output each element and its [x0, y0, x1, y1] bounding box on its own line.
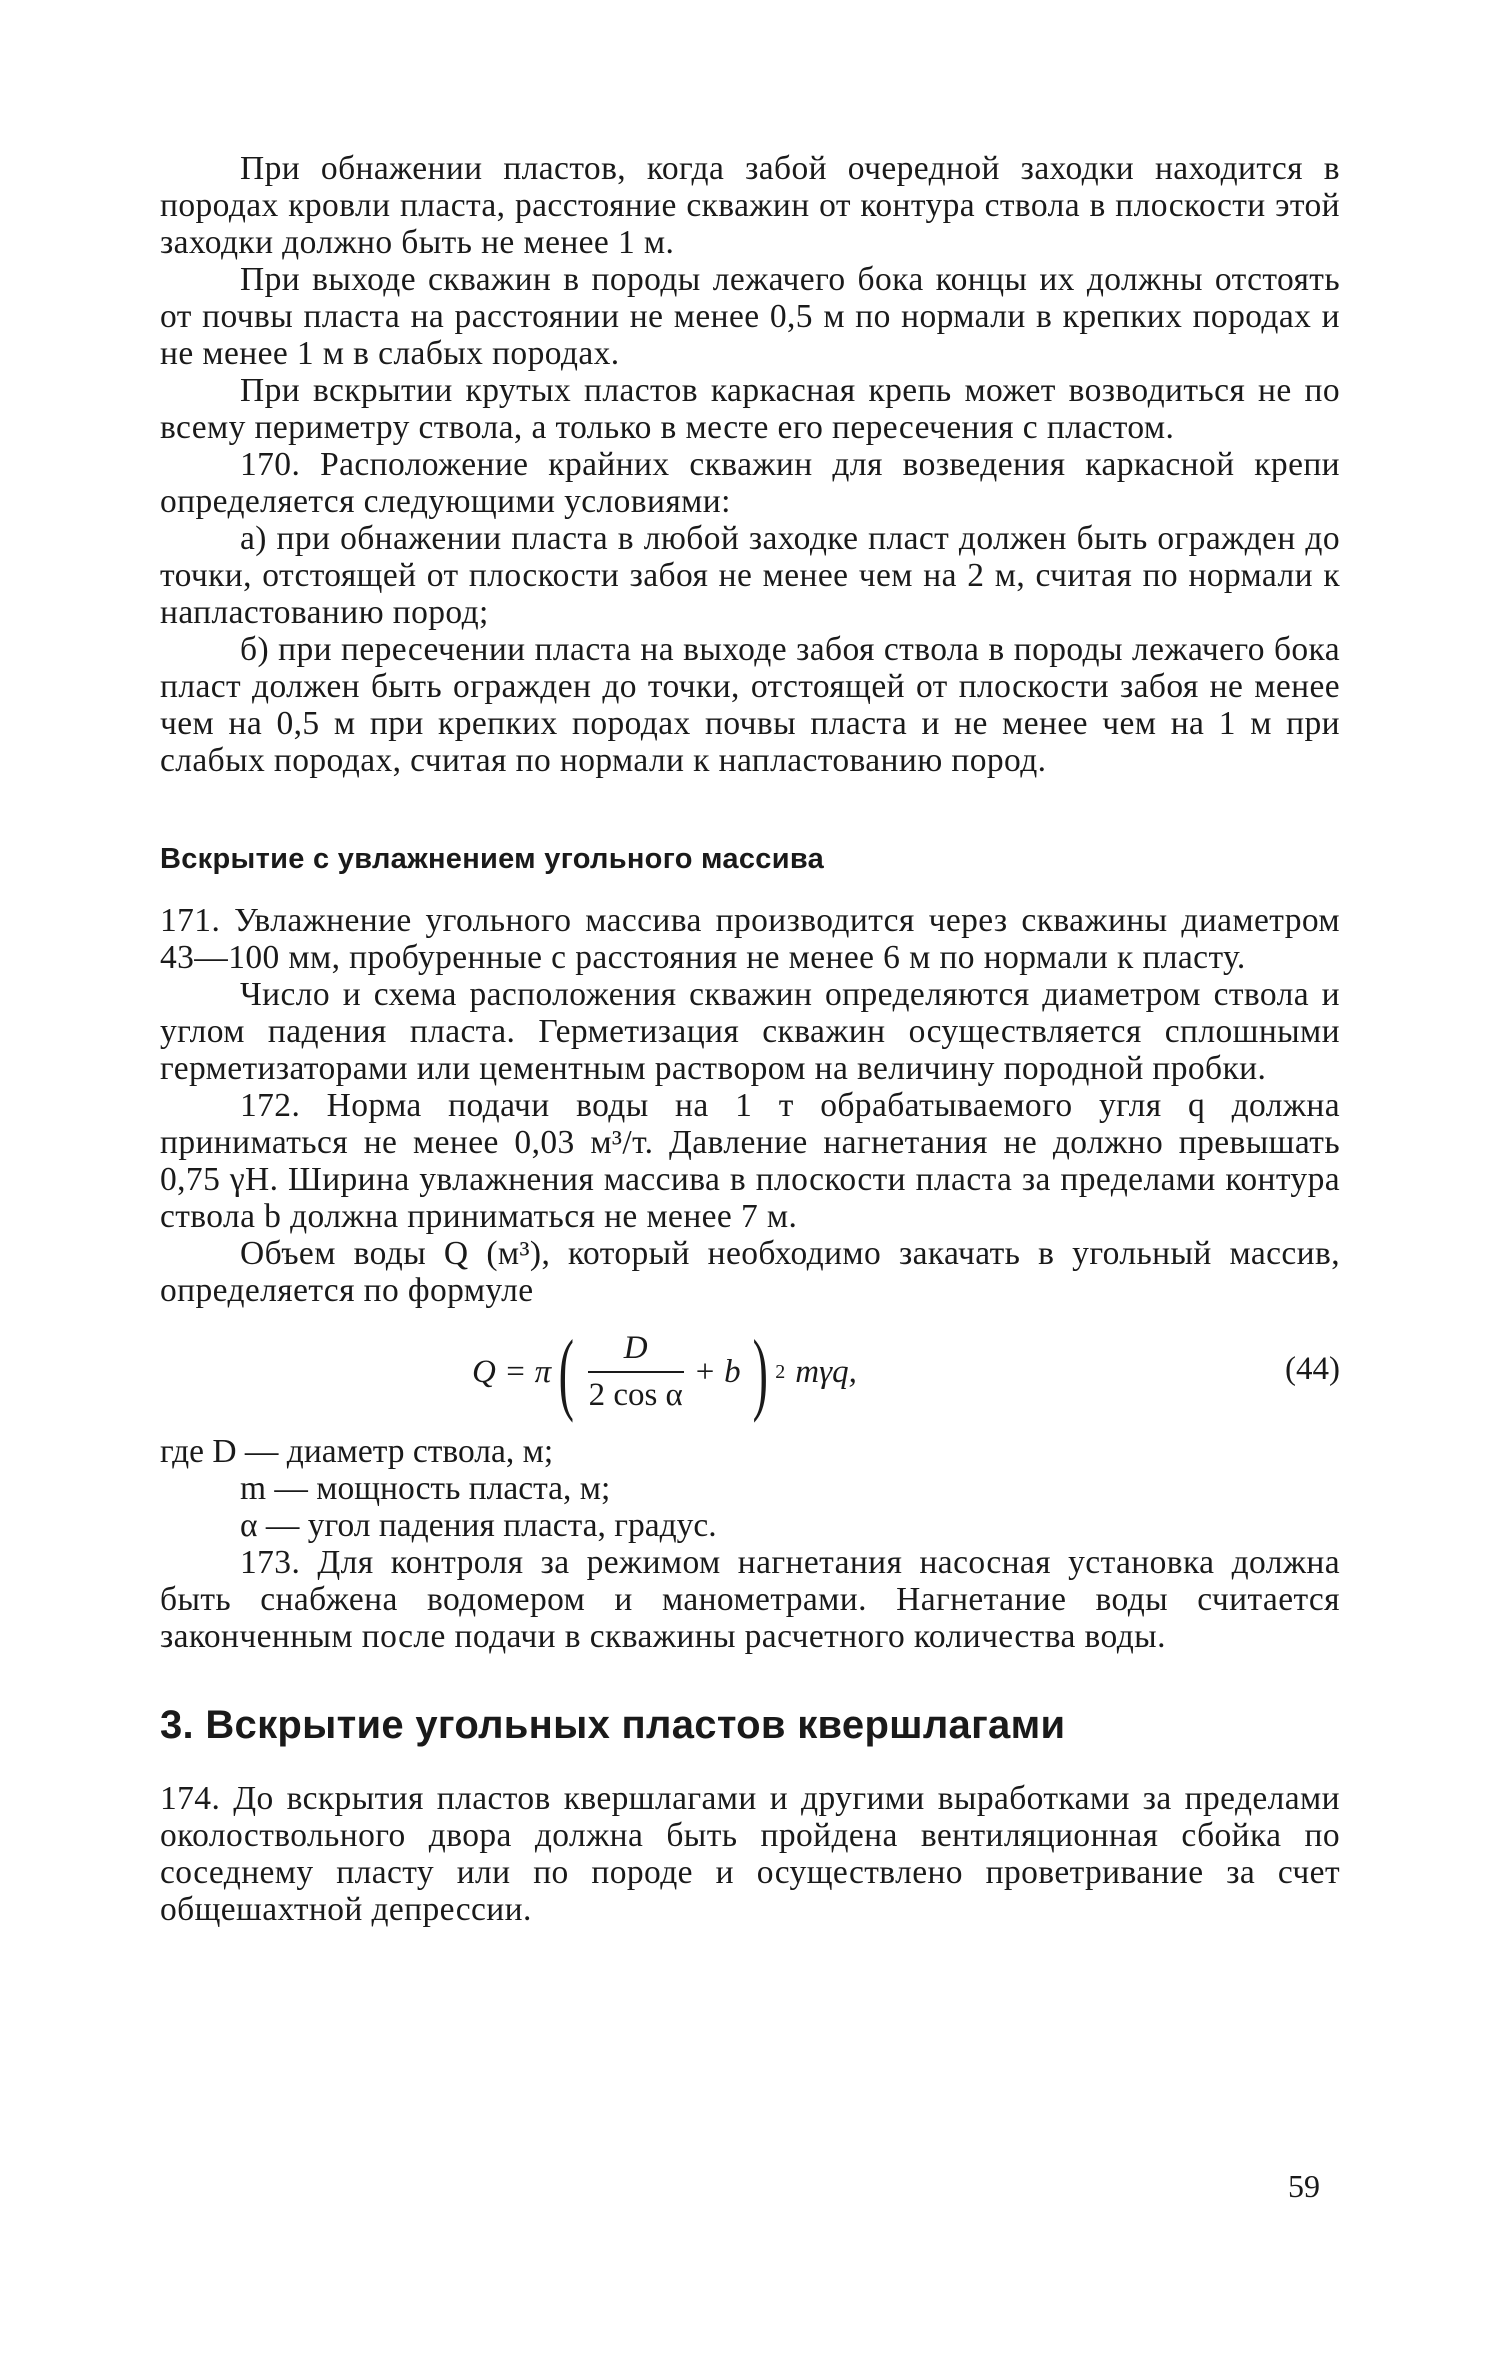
spacer	[160, 1655, 1340, 1703]
paragraph-171: 171. Увлажнение угольного массива производится через скважины диаметром 43—100 мм, пробуренные с расстояния не менее 6 м по нормали к пласту.	[160, 902, 1340, 976]
paragraph: При вскрытии крутых пластов каркасная крепь может возводиться не по всему периметру ствола, а только в месте его пересечения с пластом.	[160, 372, 1340, 446]
formula-plus-term: + b	[693, 1353, 741, 1390]
right-paren: )	[752, 1321, 768, 1423]
equation-number: (44)	[1285, 1351, 1340, 1387]
section-heading: 3. Вскрытие угольных пластов квершлагами	[160, 1703, 1066, 1747]
where-line: где D — диаметр ствола, м;	[160, 1433, 554, 1470]
paragraph: При обнажении пластов, когда забой очередной заходки находится в породах кровли пласта, расстояние скважин от контура ствола в плоскости этой заходки должно быть не менее 1 м.	[160, 150, 1340, 261]
paragraph: Число и схема расположения скважин определяются диаметром ствола и углом падения пласта. Герметизация скважин осуществляется сплошными герметизаторами или цементным раствором на величину породной пробки.	[160, 976, 1340, 1087]
paragraph-170a: а) при обнажении пласта в любой заходке пласт должен быть огражден до точки, отстоящей от плоскости забоя не менее чем на 2 м, считая по нормали к напластованию пород;	[160, 520, 1340, 631]
formula-exponent: 2	[775, 1360, 786, 1383]
paragraph-170: 170. Расположение крайних скважин для возведения каркасной крепи определяется следующими условиями:	[160, 446, 1340, 520]
formula-tail: mγq,	[795, 1353, 857, 1390]
spacer	[160, 779, 1340, 843]
paragraph: При выходе скважин в породы лежачего бока концы их должны отстоять от почвы пласта на расстоянии не менее 0,5 м по нормали в крепких породах и не менее 1 м в слабых породах.	[160, 261, 1340, 372]
page-number: 59	[1288, 2168, 1320, 2204]
page-content	[160, 150, 1340, 1928]
where-line: m — мощность пласта, м;	[240, 1470, 611, 1507]
fraction-denominator: 2 cos α	[588, 1377, 683, 1413]
fraction	[588, 1330, 684, 1414]
paragraph-172: 172. Норма подачи воды на 1 т обрабатываемого угля q должна приниматься не менее 0,03 м³/т. Давление нагнетания не должно превышать 0,75 γH. Ширина увлажнения массива в плоскости пласта за пределами контура ствола b должна приниматься не менее 7 м.	[160, 1087, 1340, 1235]
fraction-numerator: D	[588, 1330, 684, 1373]
left-paren: (	[558, 1321, 575, 1423]
where-line: α — угол падения пласта, градус.	[240, 1507, 717, 1544]
paragraph-173: 173. Для контроля за режимом нагнетания насосная установка должна быть снабжена водомером и манометрами. Нагнетание воды считается законченным после подачи в скважины расчетного количества воды.	[160, 1544, 1340, 1655]
formula-lhs: Q = π	[472, 1353, 552, 1390]
paragraph: Объем воды Q (м³), который необходимо закачать в угольный массив, определяется по формуле	[160, 1235, 1340, 1309]
paragraph-170b: б) при пересечении пласта на выходе забоя ствола в породы лежачего бока пласт должен быть огражден до точки, отстоящей от плоскости забоя не менее чем на 0,5 м при крепких породах почвы пласта и не менее чем на 1 м при слабых породах, считая по нормали к напластованию пород.	[160, 631, 1340, 779]
formula-44	[160, 1317, 1340, 1427]
subheading: Вскрытие с увлажнением угольного массива	[160, 843, 825, 875]
formula	[472, 1317, 857, 1427]
paragraph-174: 174. До вскрытия пластов квершлагами и другими выработками за пределами околоствольного двора должна быть пройдена вентиляционная сбойка по соседнему пласту или по породе и осуществлено проветривание за счет общешахтной депрессии.	[160, 1780, 1340, 1928]
